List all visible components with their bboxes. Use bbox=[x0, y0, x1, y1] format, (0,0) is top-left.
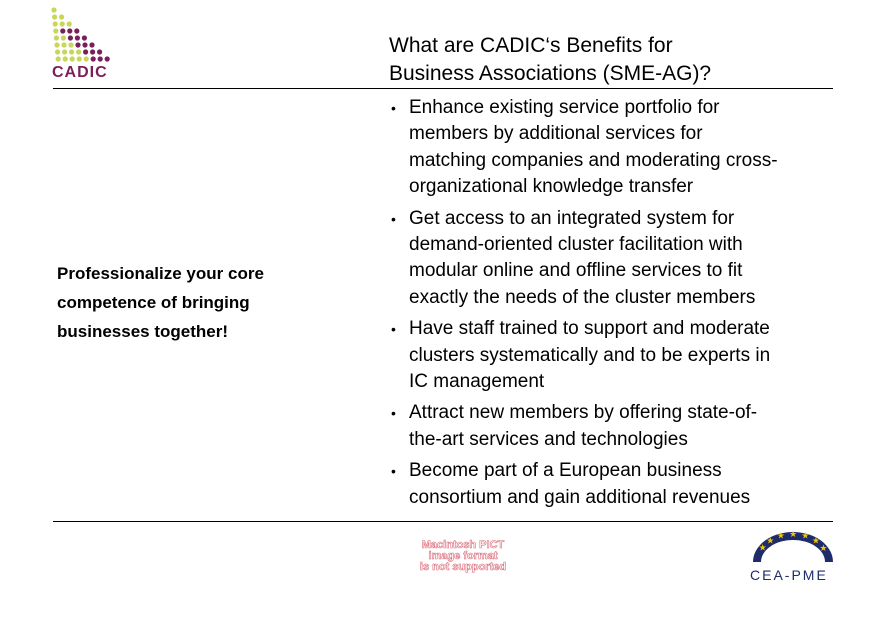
logo-dot bbox=[63, 56, 68, 61]
logo-dot bbox=[68, 42, 73, 47]
benefit-item bbox=[389, 95, 839, 201]
bullet-icon: • bbox=[391, 210, 396, 227]
page-title bbox=[389, 32, 859, 88]
logo-dot bbox=[67, 21, 72, 26]
benefit-line: Have staff trained to support and moderate bbox=[409, 318, 770, 340]
benefit-line: clusters systematically and to be experts in bbox=[409, 344, 771, 366]
logo-dot bbox=[61, 42, 66, 47]
pict-line-2: image format bbox=[428, 550, 498, 562]
benefit-line: consortium and gain additional revenues bbox=[409, 486, 751, 508]
pict-line-3: is not supported bbox=[419, 561, 507, 573]
cea-pme-text: CEA-PME bbox=[750, 567, 828, 583]
bullet-icon: • bbox=[391, 463, 396, 480]
logo-dot bbox=[84, 56, 89, 61]
logo-dot bbox=[69, 49, 74, 54]
logo-dot bbox=[59, 14, 64, 19]
logo-dot bbox=[62, 49, 67, 54]
logo-dot bbox=[82, 42, 87, 47]
logo-dot bbox=[53, 21, 58, 26]
logo-dot bbox=[83, 49, 88, 54]
tagline-line-2: competence of bringing bbox=[57, 293, 250, 312]
benefits-list bbox=[389, 95, 839, 516]
logo-dot bbox=[52, 14, 57, 19]
logo-dot bbox=[56, 56, 61, 61]
benefit-line: the-art services and technologies bbox=[409, 428, 688, 450]
bullet-icon: • bbox=[391, 321, 396, 338]
title-line-1: What are CADIC‘s Benefits for bbox=[389, 34, 673, 57]
benefit-line: exactly the needs of the cluster members bbox=[409, 286, 756, 308]
benefit-item bbox=[389, 206, 839, 312]
logo-dot bbox=[68, 35, 73, 40]
benefit-item bbox=[389, 458, 839, 511]
bullet-icon: • bbox=[391, 405, 396, 422]
logo-dot bbox=[67, 28, 72, 33]
star-icon: ★ bbox=[766, 536, 775, 547]
star-icon: ★ bbox=[776, 531, 785, 542]
logo-dot bbox=[70, 56, 75, 61]
logo-dot bbox=[61, 35, 66, 40]
benefit-line: Become part of a European business bbox=[409, 460, 722, 482]
pict-line-1: Macintosh PICT bbox=[421, 539, 505, 551]
logo-dot bbox=[76, 49, 81, 54]
benefit-line: organizational knowledge transfer bbox=[409, 176, 694, 198]
tagline-line-3: businesses together! bbox=[57, 322, 228, 341]
tagline-line-1: Professionalize your core bbox=[57, 264, 264, 283]
logo-dot bbox=[55, 49, 60, 54]
title-line-2: Business Associations (SME-AG)? bbox=[389, 62, 712, 85]
benefit-line: matching companies and moderating cross- bbox=[409, 149, 778, 171]
benefit-line: modular online and offline services to fit bbox=[409, 260, 743, 282]
logo-dot bbox=[90, 49, 95, 54]
logo-dot bbox=[98, 56, 103, 61]
logo-dot bbox=[53, 28, 58, 33]
star-icon: ★ bbox=[801, 531, 810, 542]
benefit-line: members by additional services for bbox=[409, 123, 703, 145]
benefit-line: IC management bbox=[409, 371, 545, 393]
benefit-line: Enhance existing service portfolio for bbox=[409, 97, 720, 118]
header-divider bbox=[53, 88, 833, 89]
star-icon: ★ bbox=[789, 530, 798, 541]
logo-dot bbox=[97, 49, 102, 54]
star-icon: ★ bbox=[819, 543, 828, 554]
tagline bbox=[57, 259, 317, 346]
logo-dot bbox=[51, 7, 56, 12]
logo-dot bbox=[60, 21, 65, 26]
logo-dot bbox=[82, 35, 87, 40]
benefit-item bbox=[389, 400, 839, 453]
logo-dot bbox=[54, 42, 59, 47]
benefit-line: Attract new members by offering state-of- bbox=[409, 402, 758, 424]
logo-dot bbox=[75, 42, 80, 47]
logo-dot bbox=[105, 56, 110, 61]
star-icon: ★ bbox=[811, 536, 820, 547]
logo-dot bbox=[91, 56, 96, 61]
logo-dot bbox=[60, 28, 65, 33]
cadic-logo-text: CADIC bbox=[52, 64, 108, 81]
star-icon: ★ bbox=[758, 543, 767, 554]
pict-placeholder-image bbox=[388, 540, 538, 574]
footer-divider bbox=[53, 521, 833, 522]
logo-dot bbox=[75, 35, 80, 40]
benefit-line: demand-oriented cluster facilitation with bbox=[409, 234, 743, 256]
logo-dot bbox=[77, 56, 82, 61]
benefit-line: Get access to an integrated system for bbox=[409, 207, 735, 229]
bullet-icon: • bbox=[391, 100, 396, 116]
logo-dot bbox=[89, 42, 94, 47]
logo-dot bbox=[54, 35, 59, 40]
logo-dot bbox=[74, 28, 79, 33]
benefit-item bbox=[389, 316, 839, 395]
